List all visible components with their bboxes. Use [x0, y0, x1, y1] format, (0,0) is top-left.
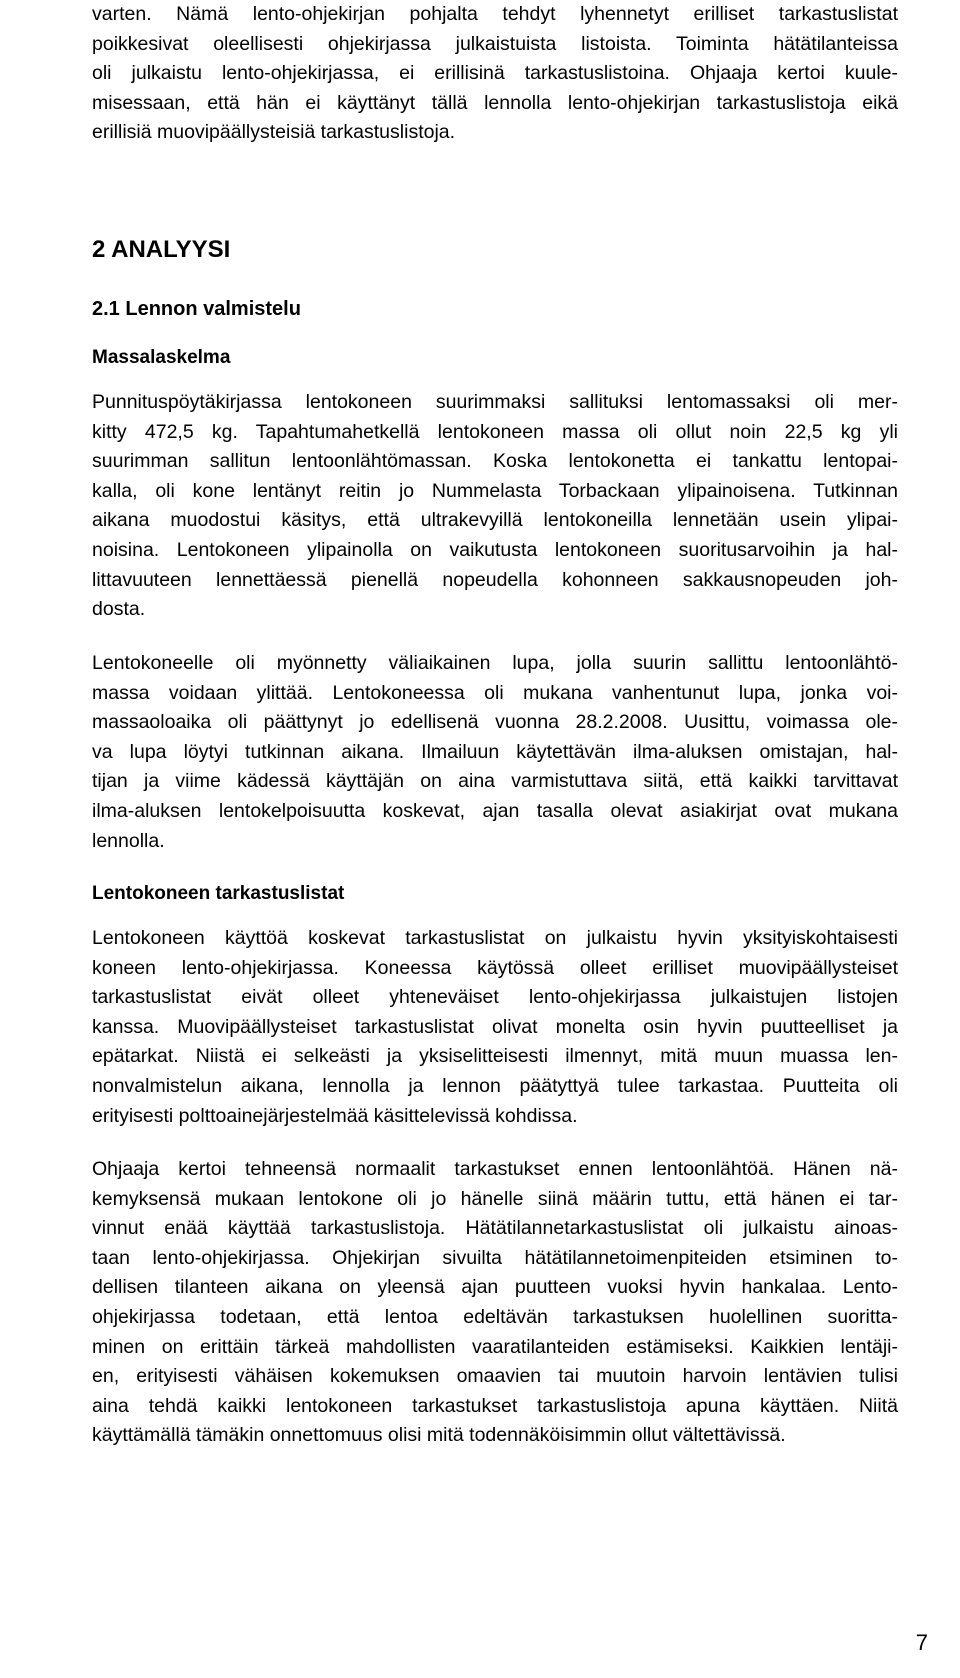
text-line: suurimman sallitun lentoonlähtömassan. Koska lentokonetta ei tankattu lentopai- — [92, 450, 898, 473]
text-line: vinnut enää käyttää tarkastuslistoja. Hätätilannetarkastuslistat oli julkaistu ainoas- — [92, 1217, 898, 1240]
subsection-heading-mass: Massalaskelma — [92, 347, 231, 368]
text-line: kemyksensä mukaan lentokone oli jo hänelle siinä määrin tuttu, että hänen ei tar- — [92, 1187, 898, 1210]
text-line: va lupa löytyi tutkinnan aikana. Ilmailuun käytettävän ilma-aluksen omistajan, hal- — [92, 740, 898, 763]
chapter-heading: 2 ANALYYSI — [92, 236, 231, 263]
text-line: kitty 472,5 kg. Tapahtumahetkellä lentokoneen massa oli ollut noin 22,5 kg yli — [92, 420, 898, 443]
text-line: Lentokoneelle oli myönnetty väliaikainen lupa, jolla suurin sallittu lentoonlähtö- — [92, 652, 898, 674]
text-line: dellisen tilanteen aikana on yleensä ajan puutteen vuoksi hyvin hankalaa. Lento- — [92, 1276, 898, 1299]
text-line: tijan ja viime kädessä käyttäjän on aina varmistuttava siitä, että kaikki tarvittavat — [92, 770, 898, 793]
text-line: dosta. — [92, 598, 146, 621]
text-line: Lentokoneen käyttöä koskevat tarkastuslistat on julkaistu hyvin yksityiskohtaisesti — [92, 927, 898, 949]
text-line: käyttämällä tämäkin onnettomuus olisi mitä todennäköisimmin ollut vältettävissä. — [92, 1424, 786, 1447]
text-line: aikana muodostui käsitys, että ultrakevyillä lentokoneilla lennetään usein ylipai- — [92, 509, 898, 532]
text-line: massa voidaan ylittää. Lentokoneessa oli mukana vanhentunut lupa, jonka voi- — [92, 681, 898, 704]
text-line: varten. Nämä lento-ohjekirjan pohjalta tehdyt lyhennetyt erilliset tarkastuslistat — [92, 3, 898, 25]
text-line: lennolla. — [92, 829, 165, 852]
paragraph-mass-2 — [92, 649, 898, 856]
text-line: minen on erittäin tärkeä mahdollisten vaaratilanteiden estämiseksi. Kaikkien lentäji- — [92, 1335, 898, 1358]
section-heading: 2.1 Lennon valmistelu — [92, 298, 301, 320]
text-line: poikkesivat oleellisesti ohjekirjassa julkaistuista listoista. Toiminta hätätilanteissa — [92, 32, 898, 55]
text-line: nonvalmistelun aikana, lennolla ja lennon päätyttyä tulee tarkastaa. Puutteita oli — [92, 1074, 898, 1097]
text-line: aina tehdä kaikki lentokoneen tarkastukset tarkastuslistoja apuna käyttäen. Niitä — [92, 1394, 898, 1417]
text-line: epätarkat. Niistä ei selkeästi ja yksiselitteisesti ilmennyt, mitä muun muassa len- — [92, 1045, 898, 1068]
text-line: Ohjaaja kertoi tehneensä normaalit tarkastukset ennen lentoonlähtöä. Hänen nä- — [92, 1158, 898, 1180]
text-line: taan lento-ohjekirjassa. Ohjekirjan sivuilta hätätilannetoimenpiteiden etsiminen to- — [92, 1246, 898, 1269]
paragraph-checklists-1 — [92, 924, 898, 1131]
text-line: massaoloaika oli päättynyt jo edellisenä vuonna 28.2.2008. Uusittu, voimassa ole- — [92, 711, 898, 734]
text-line: kalla, oli kone lentänyt reitin jo Nummelasta Torbackaan ylipainoisena. Tutkinnan — [92, 479, 898, 502]
text-line: erityisesti polttoainejärjestelmää käsittelevissä kohdissa. — [92, 1104, 578, 1127]
intro-paragraph — [92, 0, 898, 148]
text-line: ohjekirjassa todetaan, että lentoa edeltävän tarkastuksen huolellinen suoritta- — [92, 1305, 898, 1328]
text-line: kanssa. Muovipäällysteiset tarkastuslistat olivat monelta osin hyvin puutteelliset ja — [92, 1015, 898, 1038]
text-line: misessaan, että hän ei käyttänyt tällä lennolla lento-ohjekirjan tarkastuslistoja eikä — [92, 91, 898, 114]
text-line: en, erityisesti vähäisen kokemuksen omaavien tai muutoin harvoin lentävien tulisi — [92, 1365, 898, 1388]
text-line: ilma-aluksen lentokelpoisuutta koskevat, ajan tasalla olevat asiakirjat ovat mukana — [92, 799, 898, 822]
subsection-heading-checklists: Lentokoneen tarkastuslistat — [92, 883, 345, 904]
text-line: erillisiä muovipäällysteisiä tarkastuslistoja. — [92, 121, 456, 144]
text-line: littavuuteen lennettäessä pienellä nopeudella kohonneen sakkausnopeuden joh- — [92, 568, 898, 591]
paragraph-mass-1 — [92, 388, 898, 625]
text-line: noisina. Lentokoneen ylipainolla on vaikutusta lentokoneen suoritusarvoihin ja hal- — [92, 538, 898, 561]
text-line: koneen lento-ohjekirjassa. Koneessa käytössä olleet erilliset muovipäällysteiset — [92, 956, 898, 979]
text-line: Punnituspöytäkirjassa lentokoneen suurimmaksi sallituksi lentomassaksi oli mer- — [92, 391, 898, 413]
text-line: oli julkaistu lento-ohjekirjassa, ei erillisinä tarkastuslistoina. Ohjaaja kertoi kuule- — [92, 62, 898, 85]
paragraph-checklists-2 — [92, 1155, 898, 1451]
text-line: tarkastuslistat eivät olleet yhteneväiset lento-ohjekirjassa julkaistujen listojen — [92, 986, 898, 1009]
page-number: 7 — [915, 1630, 928, 1655]
